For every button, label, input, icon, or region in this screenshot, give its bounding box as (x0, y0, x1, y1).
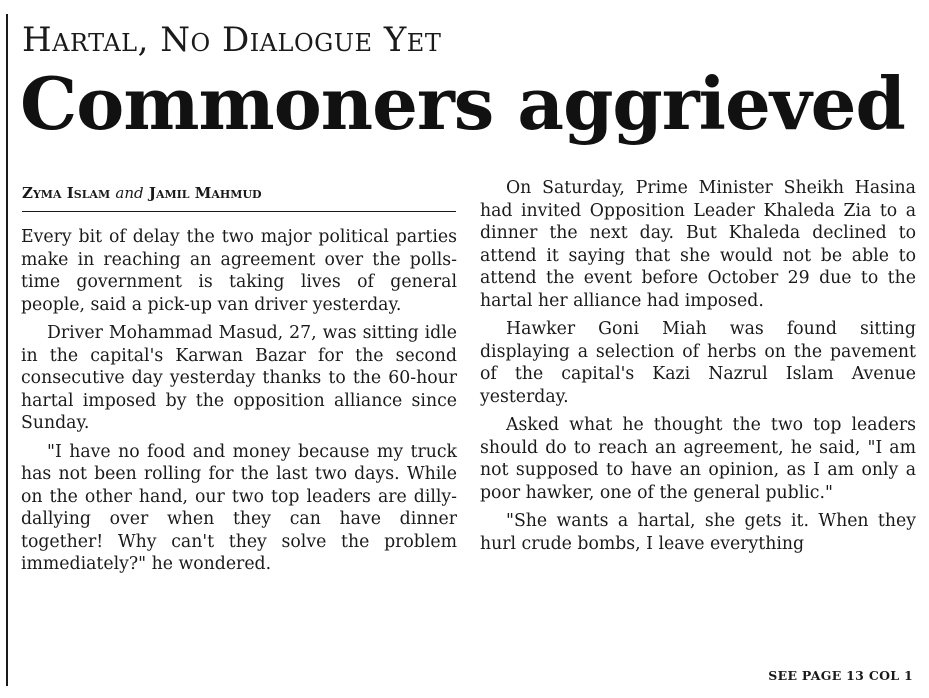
byline-rule (22, 211, 456, 212)
article-kicker: Hartal, No Dialogue Yet (22, 20, 442, 60)
paragraph: "I have no food and money because my truck has not been rolling for the last two days. While on the other hand, our two top leaders are dilly-dallying over when they can have dinner together! Why can't they solve the problem immediately?" he wondered. (21, 441, 457, 574)
paragraph: "She wants a hartal, she gets it. When they hurl crude bombs, I leave everything (480, 511, 916, 554)
article-headline: Commoners aggrieved (20, 61, 905, 146)
byline-author-1: Zyma Islam (22, 184, 111, 202)
paragraph: Asked what he thought the two top leaders should do to reach an agreement, he said, "I am not supposed to have an opinion, as I am only a poor hawker, one of the general public." (480, 415, 916, 503)
byline-author-2: Jamil Mahmud (148, 184, 262, 202)
paragraph: Hawker Goni Miah was found sitting displaying a selection of herbs on the pavement of the capital's Kazi Nazrul Islam Avenue yesterday. (480, 319, 916, 407)
byline-conjunction: and (115, 184, 144, 202)
continued-jump-line: SEE PAGE 13 COL 1 (768, 668, 913, 683)
article-byline (22, 184, 262, 202)
paragraph: On Saturday, Prime Minister Sheikh Hasina had invited Opposition Leader Khaleda Zia to a dinner the next day. But Khaleda declined to attend it saying that she would not be able to attend the event before October 29 due to the hartal her alliance had imposed. (480, 178, 916, 311)
article-column-2 (480, 177, 916, 561)
paragraph: Every bit of delay the two major political parties make in reaching an agreement over the polls-time government is taking lives of general people, said a pick-up van driver yesterday. (21, 227, 457, 315)
article-column-1 (21, 226, 457, 582)
left-column-rule (6, 14, 8, 686)
paragraph: Driver Mohammad Masud, 27, was sitting idle in the capital's Karwan Bazar for the second consecutive day yesterday thanks to the 60-hour hartal imposed by the opposition alliance since Sunday. (21, 323, 457, 433)
